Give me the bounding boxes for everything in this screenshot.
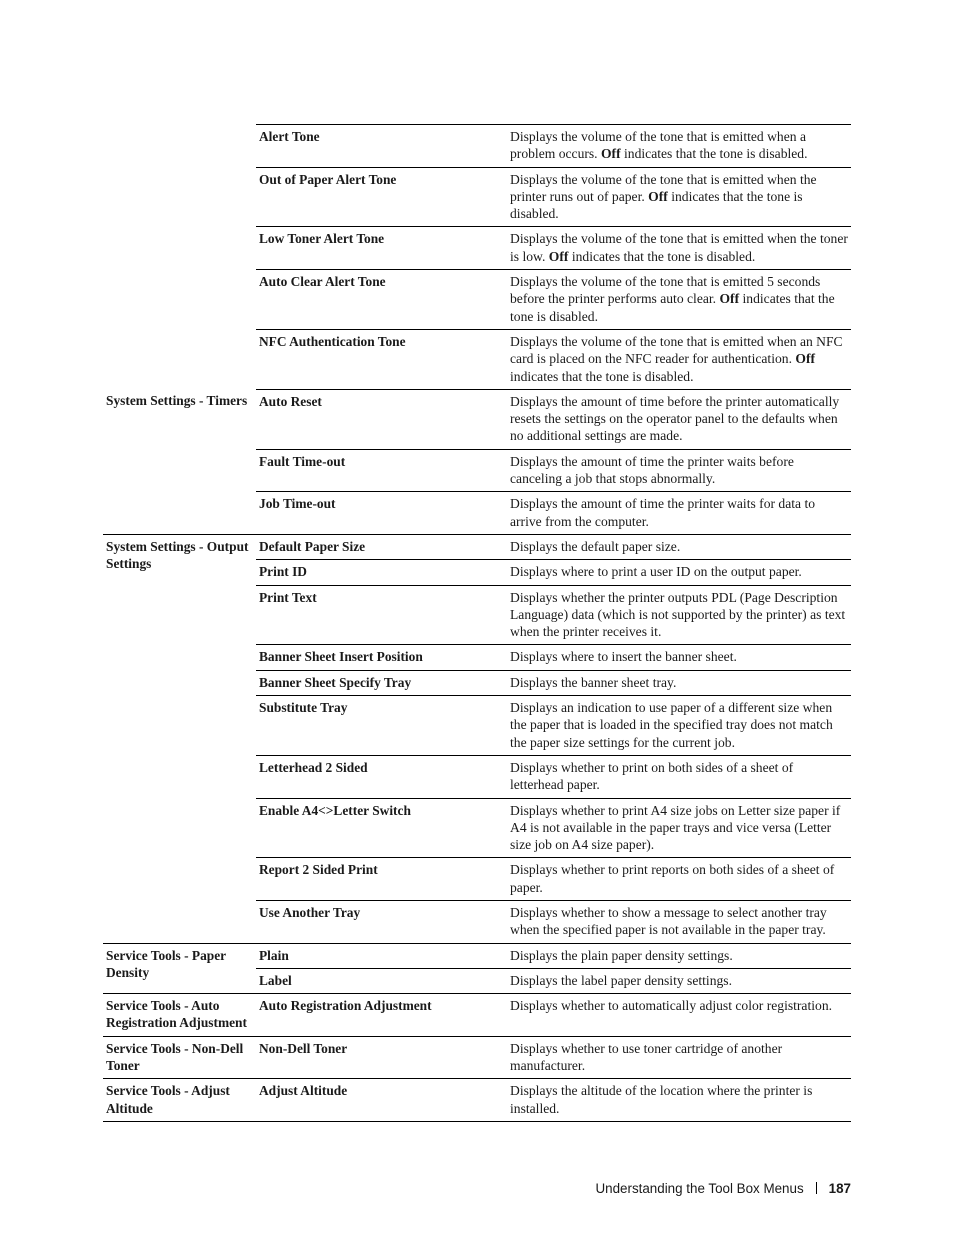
description-cell: [507, 1079, 851, 1122]
description-cell: [507, 270, 851, 330]
description-text: Displays where to print a user ID on the output paper.: [510, 564, 802, 580]
description-text: Displays where to insert the banner sheet.: [510, 649, 737, 665]
description-cell: [507, 329, 851, 389]
description-cell: [507, 534, 851, 559]
description-text: Displays whether to automatically adjust color registration.: [510, 998, 833, 1014]
description-text: Displays whether to print reports on both sides of a sheet of paper.: [510, 862, 835, 895]
table-row: [103, 1079, 851, 1122]
category-cell: System Settings - Output Settings: [103, 534, 256, 943]
menu-settings-table: [103, 124, 851, 1122]
description-text: Displays whether the printer outputs PDL (Page Description Language) data (which is not supported by the printer) as text when the printer receives it.: [510, 589, 846, 640]
menu-item-cell: Use Another Tray: [256, 900, 507, 943]
off-keyword: Off: [600, 146, 621, 162]
menu-item-cell: Banner Sheet Insert Position: [256, 645, 507, 670]
description-cell: [507, 968, 851, 993]
description-cell: [507, 125, 851, 168]
table-row: [103, 125, 851, 168]
description-text: Displays whether to show a message to select another tray when the specified paper is not available in the paper tray.: [510, 904, 827, 938]
description-cell: [507, 389, 851, 449]
menu-item-cell: Auto Registration Adjustment: [256, 994, 507, 1037]
description-text: Displays the volume of the tone that is emitted when the printer runs out of paper.: [510, 171, 817, 204]
page-footer: [595, 1180, 851, 1198]
description-text: Displays the amount of time the printer waits before canceling a job that stops abnormally.: [510, 453, 794, 487]
table-row: [103, 534, 851, 559]
description-text: Displays the volume of the tone that is emitted 5 seconds before the printer performs auto clear.: [510, 274, 821, 307]
menu-item-cell: Banner Sheet Specify Tray: [256, 670, 507, 695]
description-cell: [507, 943, 851, 968]
category-cell: Service Tools - Non-Dell Toner: [103, 1036, 256, 1079]
menu-item-cell: Letterhead 2 Sided: [256, 755, 507, 798]
menu-item-cell: Auto Reset: [256, 389, 507, 449]
description-text: indicates that the tone is disabled.: [568, 248, 756, 264]
menu-item-cell: Fault Time-out: [256, 449, 507, 492]
table-row: [103, 943, 851, 968]
menu-item-cell: Adjust Altitude: [256, 1079, 507, 1122]
description-text: Displays the banner sheet tray.: [510, 674, 677, 690]
menu-item-cell: Print Text: [256, 585, 507, 645]
table-row: [103, 994, 851, 1037]
category-cell: Service Tools - Auto Registration Adjustment: [103, 994, 256, 1037]
description-cell: [507, 670, 851, 695]
table-row: [103, 1036, 851, 1079]
description-cell: [507, 1036, 851, 1079]
description-cell: [507, 227, 851, 270]
menu-item-cell: Auto Clear Alert Tone: [256, 270, 507, 330]
off-keyword: Off: [548, 248, 569, 264]
description-text: indicates that the tone is disabled.: [510, 291, 835, 324]
menu-item-cell: Label: [256, 968, 507, 993]
description-cell: [507, 585, 851, 645]
menu-item-cell: Report 2 Sided Print: [256, 858, 507, 901]
description-text: Displays the volume of the tone that is emitted when the toner is low.: [510, 231, 848, 264]
description-cell: [507, 755, 851, 798]
category-cell: [103, 125, 256, 390]
menu-item-cell: Plain: [256, 943, 507, 968]
off-keyword: Off: [648, 188, 668, 204]
description-text: indicates that the tone is disabled.: [510, 368, 694, 384]
description-text: Displays the default paper size.: [510, 538, 681, 554]
description-text: Displays the label paper density settings.: [510, 972, 732, 988]
description-cell: [507, 560, 851, 585]
category-cell: Service Tools - Paper Density: [103, 943, 256, 994]
off-keyword: Off: [795, 351, 816, 367]
menu-item-cell: Substitute Tray: [256, 696, 507, 756]
footer-separator: [816, 1182, 817, 1194]
off-keyword: Off: [719, 291, 740, 307]
menu-item-cell: Enable A4<>Letter Switch: [256, 798, 507, 858]
description-text: Displays whether to use toner cartridge of another manufacturer.: [510, 1040, 783, 1074]
description-text: Displays the volume of the tone that is emitted when an NFC card is placed on the NFC reader for authentication.: [510, 333, 843, 367]
description-text: Displays the amount of time before the printer automatically resets the settings on the operator panel to the defaults when no additional settings are made.: [510, 393, 840, 444]
description-cell: [507, 449, 851, 492]
description-cell: [507, 798, 851, 858]
description-text: indicates that the tone is disabled.: [510, 188, 803, 222]
menu-table-body: [103, 125, 851, 1122]
menu-item-cell: Print ID: [256, 560, 507, 585]
table-row: [103, 389, 851, 449]
description-cell: [507, 696, 851, 756]
menu-item-cell: Alert Tone: [256, 125, 507, 168]
description-cell: [507, 167, 851, 227]
menu-item-cell: Non-Dell Toner: [256, 1036, 507, 1079]
menu-item-cell: Low Toner Alert Tone: [256, 227, 507, 270]
description-text: Displays the volume of the tone that is emitted when a problem occurs.: [510, 129, 806, 162]
description-text: Displays the altitude of the location where the printer is installed.: [510, 1083, 813, 1116]
category-cell: System Settings - Timers: [103, 389, 256, 534]
menu-item-cell: Default Paper Size: [256, 534, 507, 559]
category-cell: Service Tools - Adjust Altitude: [103, 1079, 256, 1122]
menu-item-cell: Job Time-out: [256, 492, 507, 535]
footer-section-title: Understanding the Tool Box Menus: [595, 1181, 804, 1196]
page-number: 187: [828, 1181, 851, 1196]
description-text: Displays an indication to use paper of a different size when the paper that is loaded in the specified tray does not match the paper size settings for the current job.: [510, 700, 833, 750]
description-text: Displays the plain paper density settings.: [510, 947, 733, 963]
description-cell: [507, 858, 851, 901]
description-cell: [507, 645, 851, 670]
description-text: Displays whether to print A4 size jobs on Letter size paper if A4 is not available in the paper trays and vice versa (Letter size job on A4 size paper).: [510, 802, 841, 853]
description-text: Displays whether to print on both sides of a sheet of letterhead paper.: [510, 759, 794, 793]
description-text: indicates that the tone is disabled.: [620, 146, 808, 162]
description-text: Displays the amount of time the printer waits for data to arrive from the computer.: [510, 496, 816, 529]
menu-item-cell: NFC Authentication Tone: [256, 329, 507, 389]
description-cell: [507, 900, 851, 943]
description-cell: [507, 492, 851, 535]
menu-item-cell: Out of Paper Alert Tone: [256, 167, 507, 227]
description-cell: [507, 994, 851, 1037]
